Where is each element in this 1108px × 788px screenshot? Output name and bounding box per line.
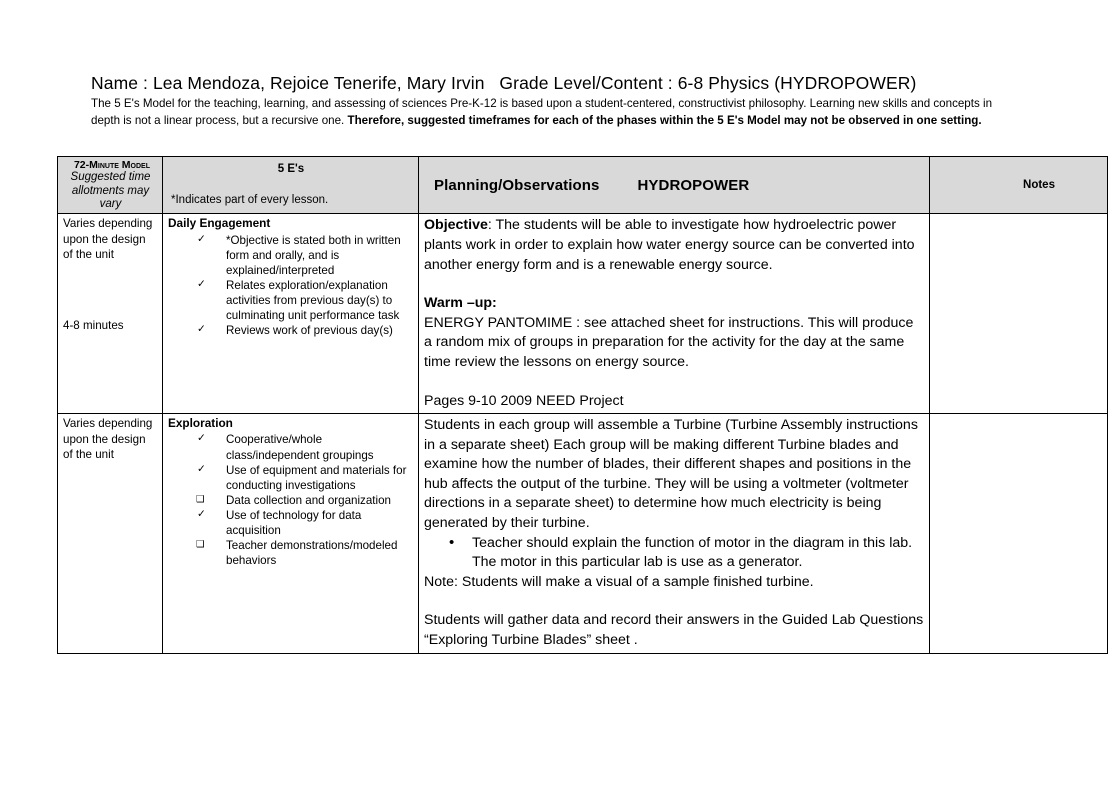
document-heading <box>91 72 1001 129</box>
list-item <box>168 432 414 462</box>
bullet-icon: • <box>449 533 455 551</box>
row-1-objective-label: Objective <box>424 217 488 234</box>
empty-checkbox-icon: ❑ <box>196 538 205 550</box>
row-1-time-cell <box>58 214 163 414</box>
row-2-spacer-1 <box>424 592 925 611</box>
model-description <box>91 96 1001 129</box>
list-item <box>168 233 414 278</box>
row-2-planning-cell <box>419 414 930 654</box>
list-item <box>168 508 414 538</box>
check-icon: ✓ <box>197 277 206 290</box>
list-item <box>168 493 414 508</box>
row-2-phase-title: Exploration <box>168 416 233 431</box>
row-1-checklist <box>168 233 414 338</box>
check-icon: ✓ <box>197 462 206 475</box>
table-header-row <box>58 157 1108 214</box>
header-planning-title <box>424 177 925 194</box>
header-5es-title: 5 E's <box>277 162 305 175</box>
list-item-label: Reviews work of previous day(s) <box>226 324 393 338</box>
list-item-label: Use of technology for data acquisition <box>226 508 362 537</box>
row-1-spacer-1 <box>424 275 925 294</box>
list-item-label: Relates exploration/explanation activities from previous day(s) to culminating unit performance task <box>226 278 400 322</box>
list-item-label: Use of equipment and materials for conducting investigations <box>226 463 407 492</box>
row-1-objective <box>424 216 925 275</box>
check-icon: ✓ <box>197 432 206 445</box>
header-cell-notes <box>930 157 1108 214</box>
row-2-note-text: Note: Students will make a visual of a sample finished turbine. <box>424 573 814 590</box>
row-2-notes-cell[interactable] <box>930 414 1108 654</box>
list-item <box>168 323 414 338</box>
list-item-label: Cooperative/whole class/independent groupings <box>226 433 374 462</box>
list-item <box>168 463 414 493</box>
table-row <box>58 214 1108 414</box>
list-item-label: *Objective is stated both in written form and orally, and is explained/interpreted <box>226 233 401 277</box>
row-2-activity-text: Students in each group will assemble a Turbine (Turbine Assembly instructions in a separate sheet) Each group will be making different Turbine blades and examine how the number of blades, their different shapes and positions in the hub affects the output of the turbine. They will be using a voltmeter (voltmeter directions in a separate sheet) to determine how much electricity is being generated by their turbine. <box>424 417 918 532</box>
row-1-reference: Pages 9-10 2009 NEED Project <box>424 392 624 409</box>
check-icon: ✓ <box>197 232 206 245</box>
row-2-time-top: Varies depending upon the design of the unit <box>63 417 153 461</box>
lesson-plan-table <box>57 156 1108 654</box>
list-item <box>424 534 925 573</box>
row-1-warmup-label: Warm –up: <box>424 295 497 312</box>
row-1-phase-title: Daily Engagement <box>168 216 271 231</box>
header-planning-topic: HYDROPOWER <box>637 176 750 194</box>
row-1-spacer-2 <box>424 373 925 392</box>
header-5es-note: *Indicates part of every lesson. <box>171 193 329 206</box>
check-icon: ✓ <box>197 323 206 336</box>
header-model-title: 72-Minute Model <box>73 159 150 171</box>
header-cell-model <box>58 157 163 214</box>
row-2-bullet-list <box>424 534 925 573</box>
row-1-time-spacer <box>63 262 158 318</box>
header-planning-label: Planning/Observations <box>434 176 600 194</box>
row-2-phase-cell <box>163 414 419 654</box>
row-1-objective-text: : The students will be able to investigate how hydroelectric power plants work in order to explain how water energy source can be converted into another energy form and is a renewable energy source. <box>424 217 915 273</box>
header-cell-5es <box>163 157 419 214</box>
list-item-label: Teacher demonstrations/modeled behaviors <box>226 538 398 567</box>
list-item-label: Data collection and organization <box>226 493 391 507</box>
row-1-notes-cell[interactable] <box>930 214 1108 414</box>
check-icon: ✓ <box>197 507 206 520</box>
table-row <box>58 414 1108 654</box>
row-1-time-top: Varies depending upon the design of the unit <box>63 217 153 261</box>
list-item <box>168 278 414 323</box>
empty-checkbox-icon: ❑ <box>196 493 205 505</box>
row-2-time-cell <box>58 414 163 654</box>
list-item-label: Teacher should explain the function of motor in the diagram in this lab. The motor in this particular lab is use as a generator. <box>472 534 913 571</box>
header-cell-planning <box>419 157 930 214</box>
row-1-planning-cell <box>419 214 930 414</box>
header-model-subtitle: Suggested time allotments may vary <box>70 171 151 211</box>
page-title: Name : Lea Mendoza, Rejoice Tenerife, Mary Irvin Grade Level/Content : 6-8 Physics (HYDROPOWER) <box>91 73 917 93</box>
model-description-plain: The 5 E's Model for the teaching, learning, and assessing of sciences Pre-K-12 is based upon a student-centered, constructivist philosophy. Learning new skills and concepts in depth is not a linear process, but a recursive one. <box>91 97 993 127</box>
row-2-data-text: Students will gather data and record their answers in the Guided Lab Questions “Exploring Turbine Blades” sheet . <box>424 612 924 649</box>
row-2-checklist <box>168 432 414 568</box>
model-description-emphasis: Therefore, suggested timeframes for each of the phases within the 5 E's Model may not be observed in one setting. <box>347 113 982 127</box>
list-item <box>168 538 414 568</box>
row-1-phase-cell <box>163 214 419 414</box>
row-1-warmup-text: ENERGY PANTOMIME : see attached sheet for instructions. This will produce a random mix of groups in preparation for the activity for the day at the same time review the lessons on energy source. <box>424 314 914 370</box>
row-1-time-bottom: 4-8 minutes <box>63 319 124 333</box>
header-notes-title: Notes <box>1023 179 1055 192</box>
